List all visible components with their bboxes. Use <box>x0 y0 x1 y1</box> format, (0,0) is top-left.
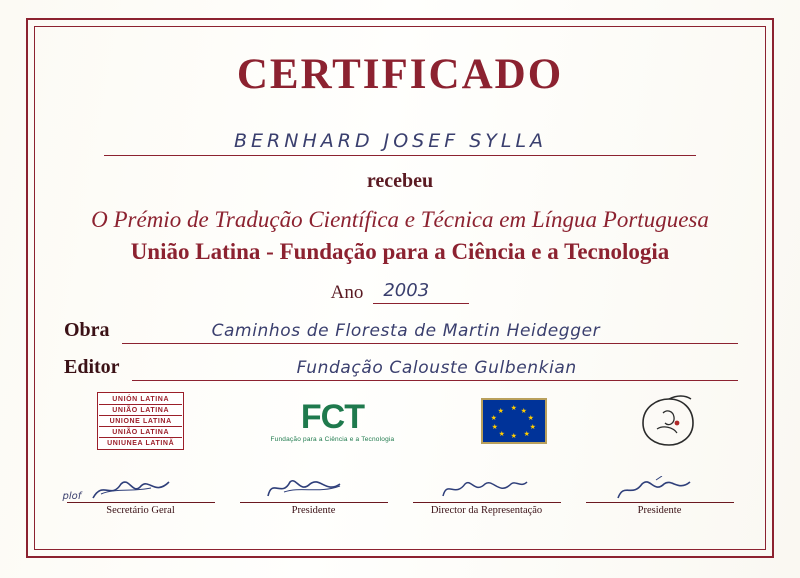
year-value: 2003 <box>383 280 430 301</box>
signature-rule-3 <box>413 502 561 503</box>
signature-caption-3: Director da Representação <box>430 505 543 516</box>
prize-title-line-1: O Prémio de Tradução Científica e Técnica em Língua Portuguesa <box>91 207 709 232</box>
fct-subtitle: Fundação para a Ciência e a Tecnologia <box>270 435 395 443</box>
fct-wordmark: FCT <box>300 397 364 436</box>
work-rule <box>122 317 738 344</box>
european-union-flag-icon: ★ ★ ★ ★ ★ ★ ★ ★ ★ ★ <box>481 398 547 444</box>
signature-caption-4: Presidente <box>637 505 682 516</box>
signature-block-3 <box>407 476 567 516</box>
union-latina-logo <box>97 392 184 450</box>
signature-caption-1: Secretário Geral <box>106 505 175 516</box>
editor-row <box>44 354 756 381</box>
signature-rule-4 <box>586 502 734 503</box>
union-latina-line-ro: UNIUNEA LATINĂ <box>107 439 175 447</box>
work-label: Obra <box>64 319 110 341</box>
signature-mark-1 <box>61 476 221 502</box>
signature-mark-4 <box>580 476 740 502</box>
editor-rule <box>132 354 738 381</box>
year-row <box>44 279 756 307</box>
logo-row <box>54 386 746 456</box>
signature-block-1 <box>61 476 221 516</box>
signature-rule-1 <box>67 502 215 503</box>
signature-rule-2 <box>240 502 388 503</box>
signature-note-1: plof <box>62 491 82 502</box>
editor-label: Editor <box>64 356 120 378</box>
recipient-name-line <box>104 121 696 156</box>
signature-mark-3 <box>407 476 567 502</box>
signature-block-2 <box>234 476 394 516</box>
prize-title-line-2: União Latina - Fundação para a Ciência e a Tecnologia <box>130 239 670 264</box>
signature-row <box>54 458 746 516</box>
recipient-name: BERNHARD JOSEF SYLLA <box>234 130 548 152</box>
signature-block-4 <box>580 476 740 516</box>
editor-value: Fundação Calouste Gulbenkian <box>296 358 577 378</box>
signature-caption-2: Presidente <box>291 505 336 516</box>
received-label: recebeu <box>366 170 434 192</box>
work-row <box>44 317 756 344</box>
signature-mark-2 <box>234 476 394 502</box>
work-value: Caminhos de Floresta de Martin Heidegger <box>211 321 601 341</box>
union-latina-line-pt: UNIÃO LATINA <box>99 405 182 416</box>
year-rule <box>373 279 469 304</box>
year-label: Ano <box>330 282 364 303</box>
certificate-content <box>44 34 756 542</box>
fct-logo <box>270 397 395 443</box>
gulbenkian-logo-icon <box>633 393 703 449</box>
union-latina-line-es: UNIÓN LATINA <box>99 394 182 405</box>
union-latina-line-it: UNIONE LATINA <box>99 416 182 427</box>
union-latina-line-pt2: UNIÃO LATINA <box>99 427 182 438</box>
page-title: CERTIFICADO <box>236 51 564 98</box>
